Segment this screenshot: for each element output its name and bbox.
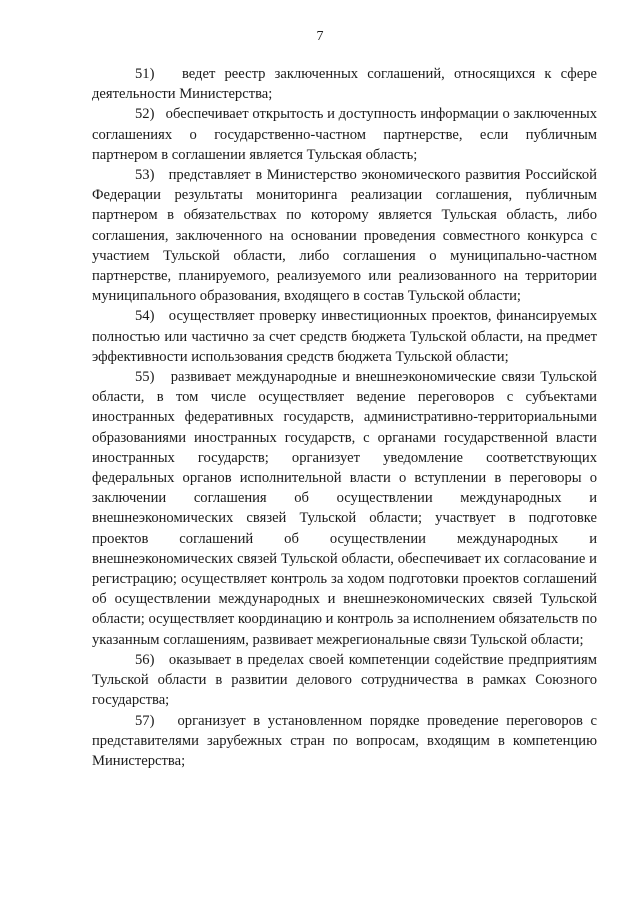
item-text: осуществляет проверку инвестиционных проектов, финансируемых полностью или частично за счет средств бюджета Тульской области, на предмет эффективности использования средств бюджета Тульской области;	[92, 308, 597, 365]
item-number: 51)	[135, 66, 155, 82]
paragraph-57	[92, 711, 597, 772]
item-number: 52)	[135, 106, 155, 123]
item-text: оказывает в пределах своей компетенции содействие предприятиям Тульской области в развитии делового сотрудничества в рамках Союзного государства;	[92, 651, 597, 709]
item-number: 56)	[135, 651, 155, 668]
paragraph-56	[92, 650, 597, 711]
item-number: 55)	[135, 369, 155, 386]
item-text: представляет в Министерство экономического развития Российской Федерации результаты мониторинга реализации соглашения, публичным партнером в обязательствах по которому является Тульская область, либо соглашения, заключенного на основании проведения совместного конкурса с участием Тульской области, либо соглашения о муниципально-частном партнерстве, планируемого, реализуемого или реализованного на территории муниципального образования, входящего в состав Тульской области;	[92, 167, 597, 305]
document-body	[92, 64, 597, 771]
item-number: 57)	[135, 712, 155, 729]
item-text: обеспечивает открытость и доступность информации о заключенных соглашениях о государственно-частном партнерстве, если публичным партнером в соглашении является Тульская область;	[92, 106, 597, 163]
item-text: ведет реестр заключенных соглашений, относящихся к сфере деятельности Министерства;	[92, 66, 597, 103]
paragraph-54	[92, 306, 597, 367]
item-text: организует в установленном порядке проведение переговоров с представителями зарубежных стран по вопросам, входящим в компетенцию Министерства;	[92, 712, 597, 769]
item-number: 53)	[135, 167, 155, 184]
paragraph-53	[92, 165, 597, 306]
item-number: 54)	[135, 308, 155, 325]
paragraph-52	[92, 104, 597, 165]
paragraph-55	[92, 367, 597, 650]
paragraph-51	[92, 64, 597, 104]
page-number: 7	[316, 29, 324, 44]
item-text: развивает международные и внешнеэкономические связи Тульской области, в том числе осуществляет ведение переговоров с субъектами иностранных федеративных государств, административно-территориальными образованиями иностранных государств, с органами государственной власти иностранных государств; организует уведомление соответствующих федеральных органов исполнительной власти о вступлении в переговоры о заключении соглашения об осуществлении международных и внешнеэкономических связей Тульской области; участвует в подготовке проектов соглашений об осуществлении международных и внешнеэкономических связей Тульской области, обеспечивает их согласование и регистрацию; осуществляет контроль за ходом подготовки проектов соглашений об осуществлении международных и внешнеэкономических связей Тульской области; осуществляет координацию и контроль за исполнением обязательств по указанным соглашениям, развивает межрегиональные связи Тульской области;	[92, 369, 597, 648]
